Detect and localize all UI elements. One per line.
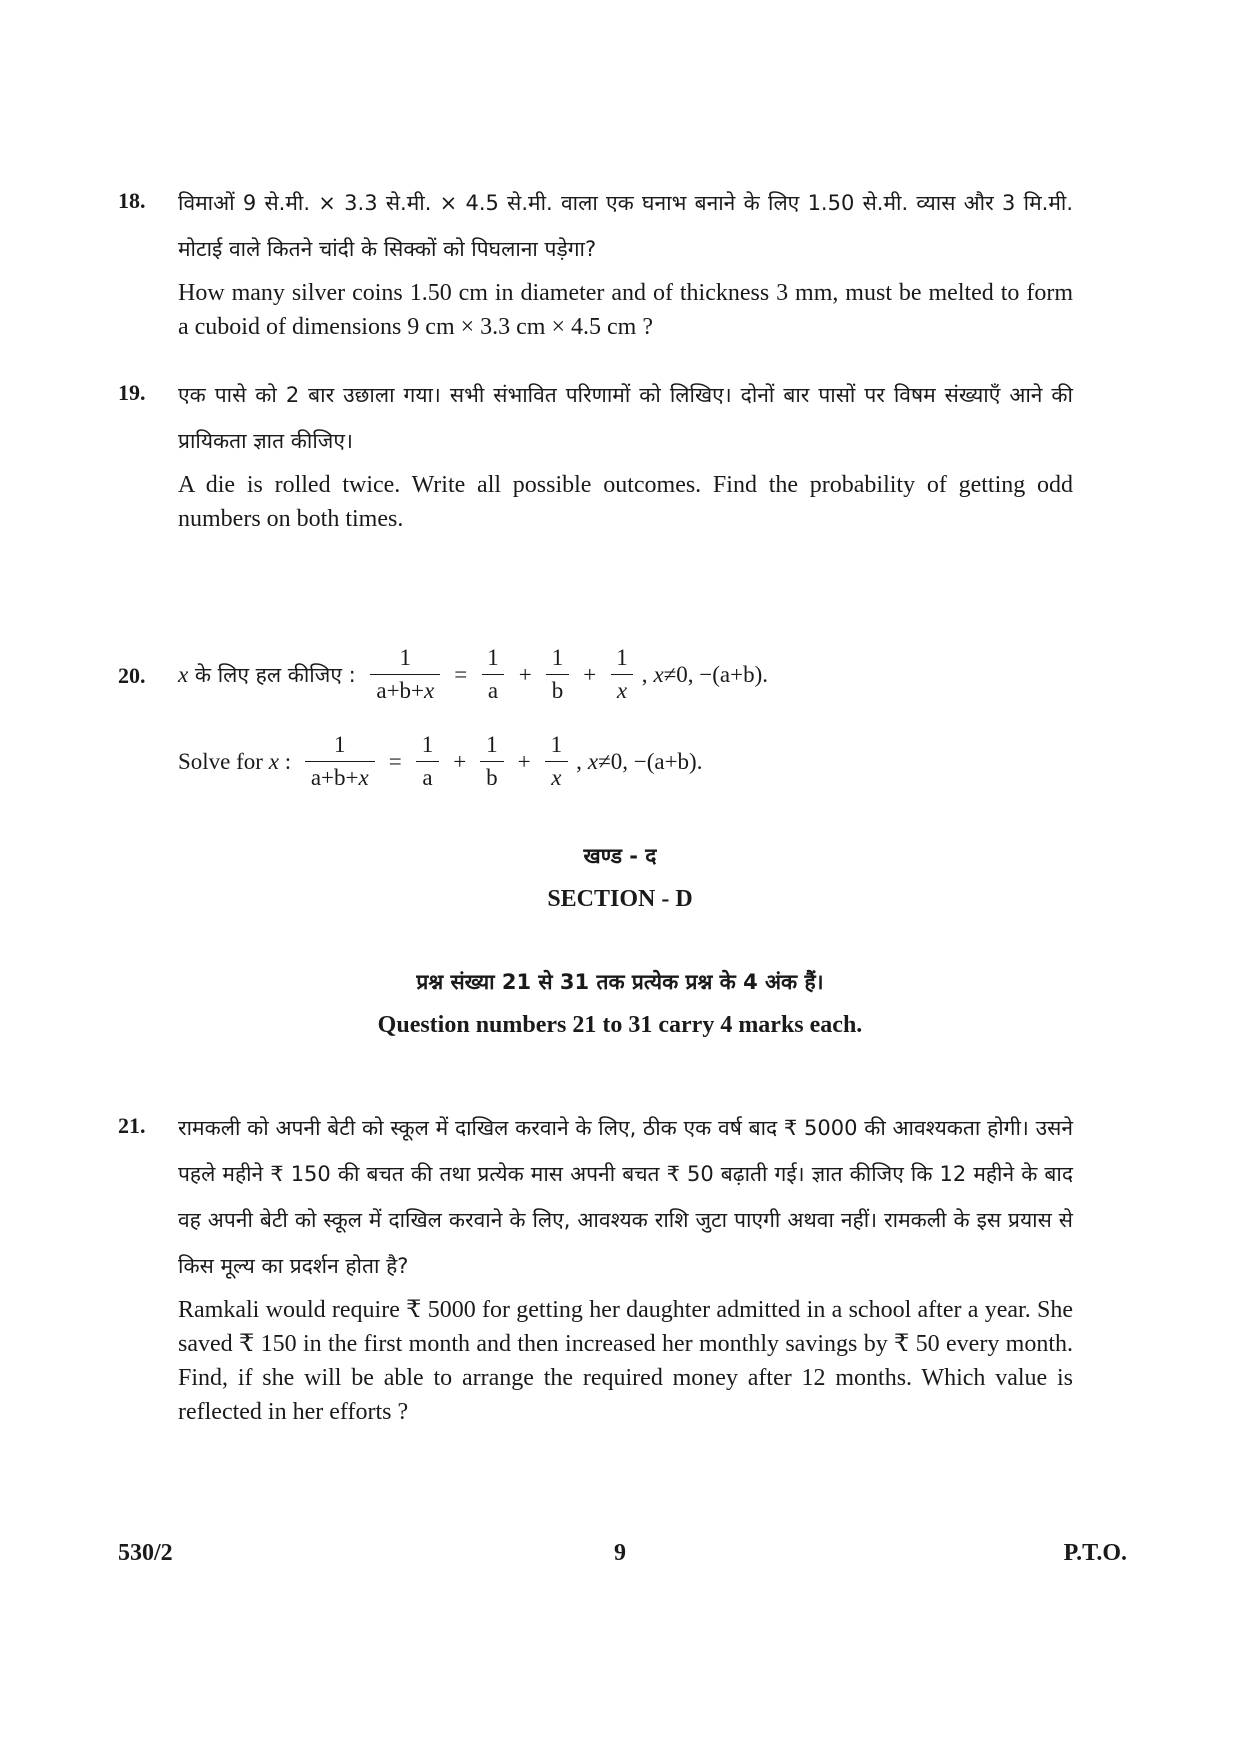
fraction-term-3: $\frac{1}{x}$ (545, 732, 569, 791)
condition-variable: x (653, 661, 664, 687)
fraction-term-3: $\frac{1}{x}$ (610, 645, 634, 704)
equation-english: Solve for x : $\frac{1}{a+b+x}$ = $\frac{1}{a}$ + $\frac{1}{b}$ + $\frac{1}{x}$ , x ≠0, −(a+b). (178, 732, 703, 790)
paper-code: 530/2 (118, 1540, 173, 1566)
fraction-lhs: $\frac{1}{a+b+x}$ (305, 732, 375, 791)
question-text-english: A die is rolled twice. Write all possible outcomes. Find the probability of getting odd numbers on both times. (178, 472, 1073, 532)
question-number: 21. (118, 1113, 146, 1138)
equation-prefix-english: Solve for (178, 748, 269, 774)
fraction-term-1: $\frac{1}{a}$ (481, 645, 505, 704)
condition-comma: , (641, 661, 648, 687)
question-number: 20. (118, 663, 146, 688)
equation-prefix-hindi: के लिए हल कीजिए : (188, 662, 363, 687)
fraction-lhs: $\frac{1}{a+b+x}$ (370, 645, 440, 704)
question-number: 18. (118, 188, 146, 213)
plus-sign: + (583, 661, 597, 687)
plus-sign: + (517, 748, 531, 774)
equation-hindi (178, 645, 1073, 704)
question-text-hindi: रामकली को अपनी बेटी को स्कूल में दाखिल करवाने के लिए, ठीक एक वर्ष बाद ₹ 5000 की आवश्यकता होगी। उसने पहले महीने ₹ 150 की बचत की तथा प्रत्येक मास अपनी बचत ₹ 50 बढ़ाती गई। ज्ञात कीजिए कि 12 महीने के बाद वह अपनी बेटी को स्कूल में दाखिल करवाने के लिए, आवश्यक राशि जुटा पाएगी अथवा नहीं। रामकली के इस प्रयास से किस मूल्य का प्रदर्शन होता है? (178, 1116, 1073, 1278)
section-title-english: SECTION - D (547, 886, 693, 912)
fraction-term-2: $\frac{1}{b}$ (546, 645, 570, 704)
section-title-hindi: खण्ड - द (583, 844, 657, 868)
question-text-english: How many silver coins 1.50 cm in diameter and of thickness 3 mm, must be melted to form a cuboid of dimensions 9 cm × 3.3 cm × 4.5 cm ? (178, 280, 1073, 340)
plus-sign: + (518, 661, 532, 687)
section-note-english: Question numbers 21 to 31 carry 4 marks each. (377, 1012, 863, 1038)
question-text-hindi: एक पासे को 2 बार उछाला गया। सभी संभावित परिणामों को लिखिए। दोनों बार पासों पर विषम संख्याएँ आने की प्रायिकता ज्ञात कीजिए। (178, 383, 1073, 453)
section-note-hindi: प्रश्न संख्या 21 से 31 तक प्रत्येक प्रश्न के 4 अंक हैं। (416, 970, 824, 994)
plus-sign: + (453, 748, 467, 774)
variable: x (268, 748, 279, 774)
variable: x (178, 661, 189, 687)
question-number: 19. (118, 380, 146, 405)
question-text-english: Ramkali would require ₹ 5000 for getting her daughter admitted in a school after a year. She saved ₹ 150 in the first month and then increased her monthly savings by ₹ 50 every month. Find, if she will be able to arrange the required money after 12 months. Which value is reflected in her efforts ? (178, 1297, 1073, 1425)
equals-sign: = (388, 748, 402, 774)
equals-sign: = (454, 661, 468, 687)
page-number: 9 (614, 1540, 626, 1566)
fraction-term-2: $\frac{1}{b}$ (480, 732, 504, 791)
question-text-hindi: विमाओं 9 से.मी. × 3.3 से.मी. × 4.5 से.मी. वाला एक घनाभ बनाने के लिए 1.50 से.मी. व्यास और 3 मि.मी. मोटाई वाले कितने चांदी के सिक्कों को पिघलाना पड़ेगा? (178, 191, 1073, 261)
condition-text: ≠0, −(a+b). (663, 661, 768, 687)
pto-label: P.T.O. (1063, 1540, 1127, 1566)
fraction-term-1: $\frac{1}{a}$ (416, 732, 440, 791)
